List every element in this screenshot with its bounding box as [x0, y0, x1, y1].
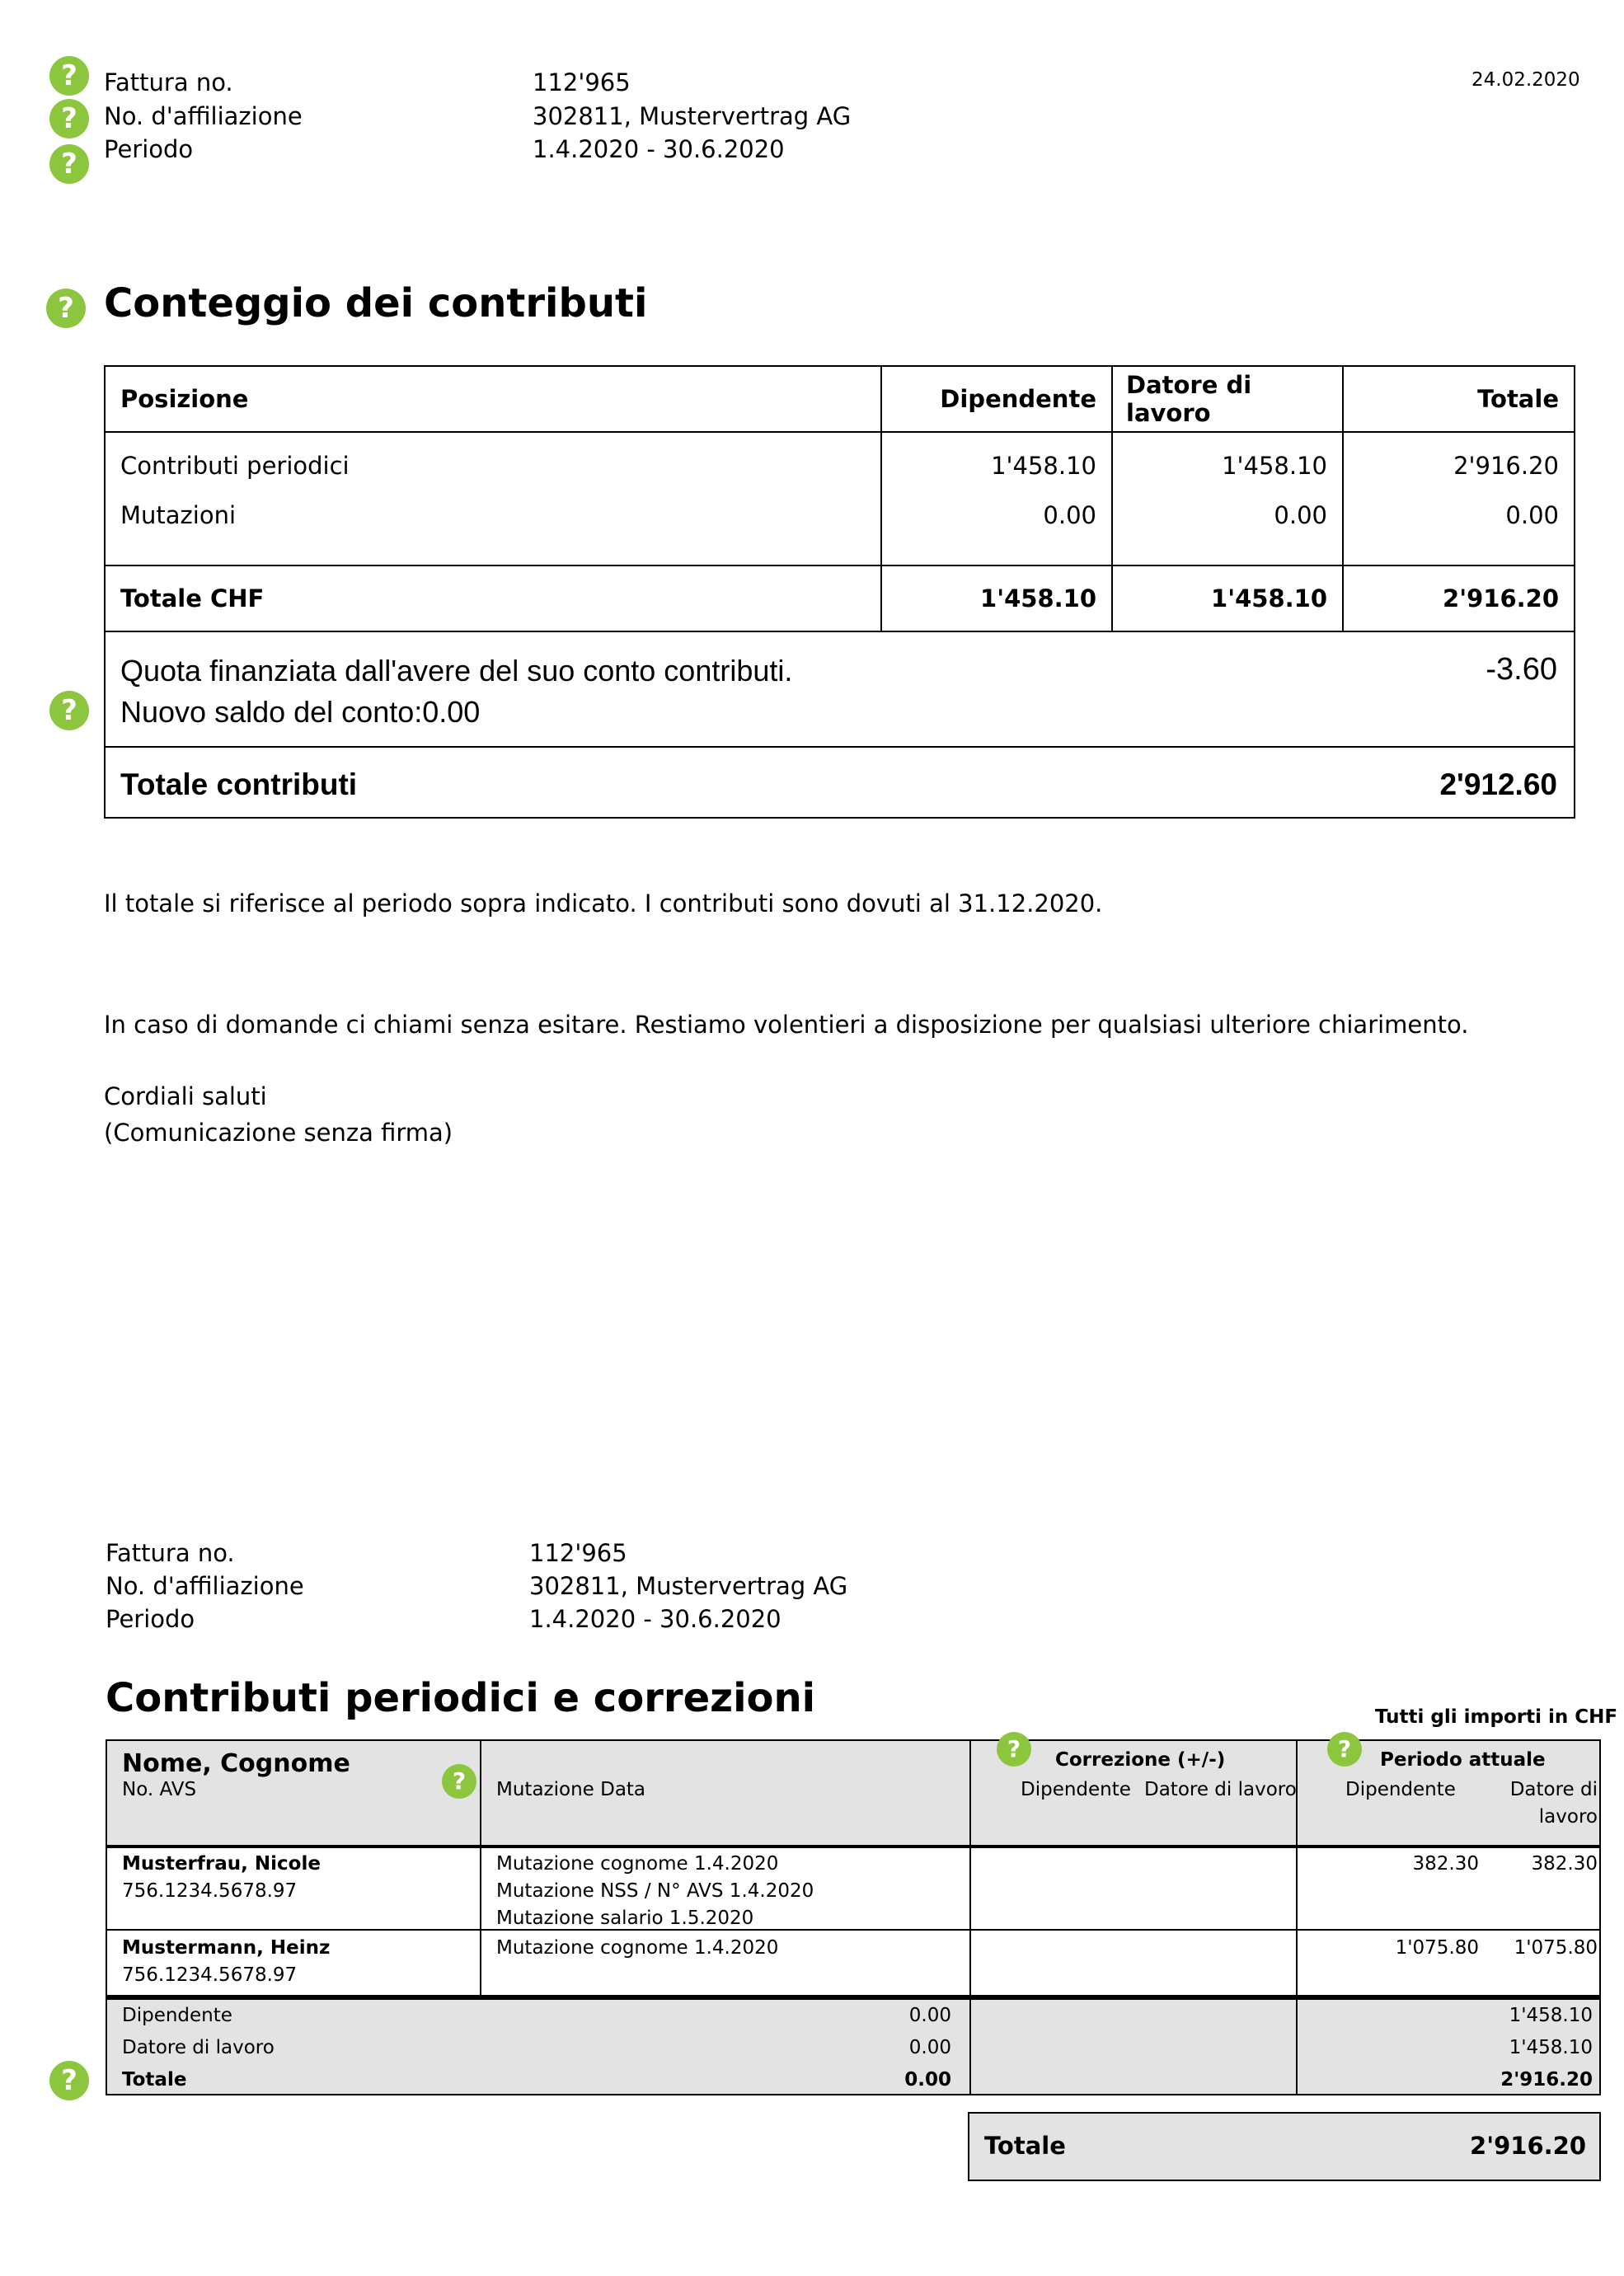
table-header-row [106, 367, 1574, 433]
affiliation-value-2: 302811, Mustervertrag AG [529, 1572, 848, 1600]
detail-header [106, 1739, 1601, 1848]
col-posizione: Posizione [120, 385, 249, 413]
section2-title: Contributi periodici e correzioni [106, 1675, 816, 1721]
summary-period: 1'458.10 [1509, 2005, 1593, 2026]
summary-corr: 0.00 [908, 2037, 951, 2058]
sub-datore: Datore di [1509, 1779, 1598, 1800]
row-value: 1'458.10 [991, 452, 1096, 480]
quota-value: -3.60 [1486, 652, 1557, 687]
affiliation-label-2: No. d'affiliazione [106, 1572, 304, 1600]
help-icon[interactable]: ? [442, 1764, 476, 1799]
help-icon[interactable]: ? [49, 56, 89, 96]
mutation-item: Mutazione salario 1.5.2020 [496, 1908, 754, 1929]
col-totale: Totale [1477, 385, 1559, 413]
affiliation-label: No. d'affiliazione [104, 102, 303, 130]
help-icon[interactable]: ? [997, 1732, 1031, 1767]
summary-corr: 0.00 [904, 2069, 951, 2091]
quota-box [104, 629, 1575, 819]
period-dip: 382.30 [1412, 1853, 1479, 1875]
row-value: 0.00 [1274, 501, 1327, 529]
col-avs: No. AVS [122, 1779, 197, 1800]
invoice-value: 112'965 [533, 68, 631, 96]
total-value: 1'458.10 [1211, 584, 1327, 612]
group-periodo: Periodo attuale [1380, 1749, 1546, 1771]
table-total-row [106, 566, 1574, 631]
period-dip: 1'075.80 [1395, 1937, 1479, 1959]
person-name: Musterfrau, Nicole [122, 1853, 321, 1875]
col-mutazione: Mutazione Data [496, 1779, 646, 1800]
sub-dipendente: Dipendente [1345, 1779, 1456, 1800]
sub-datore: lavoro [1538, 1806, 1598, 1828]
help-icon[interactable]: ? [1327, 1732, 1362, 1767]
mutation-item: Mutazione NSS / N° AVS 1.4.2020 [496, 1880, 814, 1902]
col-dipendente: Dipendente [940, 385, 1096, 413]
grand-total-value: 2'912.60 [1439, 767, 1557, 801]
summary-period: 1'458.10 [1509, 2037, 1593, 2058]
table-row [106, 1845, 1601, 1931]
final-total-value: 2'916.20 [1470, 2132, 1586, 2160]
mutation-item: Mutazione cognome 1.4.2020 [496, 1937, 779, 1959]
sub-dipendente: Dipendente [1021, 1779, 1131, 1800]
group-correzione: Correzione (+/-) [1055, 1749, 1226, 1771]
person-avs: 756.1234.5678.97 [122, 1964, 298, 1986]
row-value: 0.00 [1043, 501, 1096, 529]
document-date: 24.02.2020 [1471, 69, 1580, 91]
person-avs: 756.1234.5678.97 [122, 1880, 298, 1902]
help-icon[interactable]: ? [49, 144, 89, 184]
total-value: 1'458.10 [980, 584, 1096, 612]
summary-label: Dipendente [122, 2005, 232, 2026]
contributions-table [104, 365, 1575, 632]
person-name: Mustermann, Heinz [122, 1937, 331, 1959]
greeting-text: Cordiali saluti [104, 1082, 267, 1110]
col-datore: Datore di lavoro [1126, 371, 1252, 427]
total-label: Totale CHF [120, 584, 265, 612]
col-name: Nome, Cognome [122, 1749, 350, 1778]
table-row [106, 1929, 1601, 1997]
sub-datore: Datore di lavoro [1144, 1779, 1297, 1800]
grand-total-label: Totale contributi [120, 767, 358, 801]
summary-period: 2'916.20 [1500, 2069, 1593, 2091]
period-dat: 1'075.80 [1514, 1937, 1598, 1959]
help-icon[interactable]: ? [49, 99, 89, 138]
help-icon[interactable]: ? [49, 2061, 89, 2100]
summary-label: Totale [122, 2069, 187, 2091]
quota-text-1: Quota finanziata dall'avere del suo conto contributi. [120, 654, 793, 687]
quota-text-2: Nuovo saldo del conto:0.00 [120, 695, 481, 729]
period-value-2: 1.4.2020 - 30.6.2020 [529, 1605, 781, 1633]
help-icon[interactable]: ? [49, 691, 89, 730]
period-label: Periodo [104, 135, 194, 163]
summary-block [106, 1997, 1601, 2095]
note-text: Il totale si riferisce al periodo sopra indicato. I contributi sono dovuti al 31.12.2020. [104, 889, 1103, 917]
final-total-box [968, 2112, 1601, 2181]
help-icon[interactable]: ? [46, 289, 86, 328]
invoice-value-2: 112'965 [529, 1539, 627, 1567]
row-label: Contributi periodici [120, 452, 350, 480]
row-value: 1'458.10 [1222, 452, 1327, 480]
total-value: 2'916.20 [1443, 584, 1559, 612]
invoice-label-2: Fattura no. [106, 1539, 235, 1567]
period-label-2: Periodo [106, 1605, 195, 1633]
affiliation-value: 302811, Mustervertrag AG [533, 102, 852, 130]
summary-label: Datore di lavoro [122, 2037, 275, 2058]
contact-text: In caso di domande ci chiami senza esitare. Restiamo volentieri a disposizione per qualsiasi ulteriore chiarimento. [104, 1011, 1469, 1039]
period-dat: 382.30 [1531, 1853, 1598, 1875]
signature-note: (Comunicazione senza firma) [104, 1119, 453, 1147]
period-value: 1.4.2020 - 30.6.2020 [533, 135, 785, 163]
mutation-item: Mutazione cognome 1.4.2020 [496, 1853, 779, 1875]
row-value: 2'916.20 [1453, 452, 1559, 480]
row-label: Mutazioni [120, 501, 237, 529]
invoice-label: Fattura no. [104, 68, 233, 96]
section-title: Conteggio dei contributi [104, 280, 648, 326]
final-total-label: Totale [984, 2132, 1066, 2160]
table-body [106, 433, 1574, 566]
row-value: 0.00 [1505, 501, 1559, 529]
amounts-note: Tutti gli importi in CHF [1375, 1706, 1618, 1728]
summary-corr: 0.00 [908, 2005, 951, 2026]
